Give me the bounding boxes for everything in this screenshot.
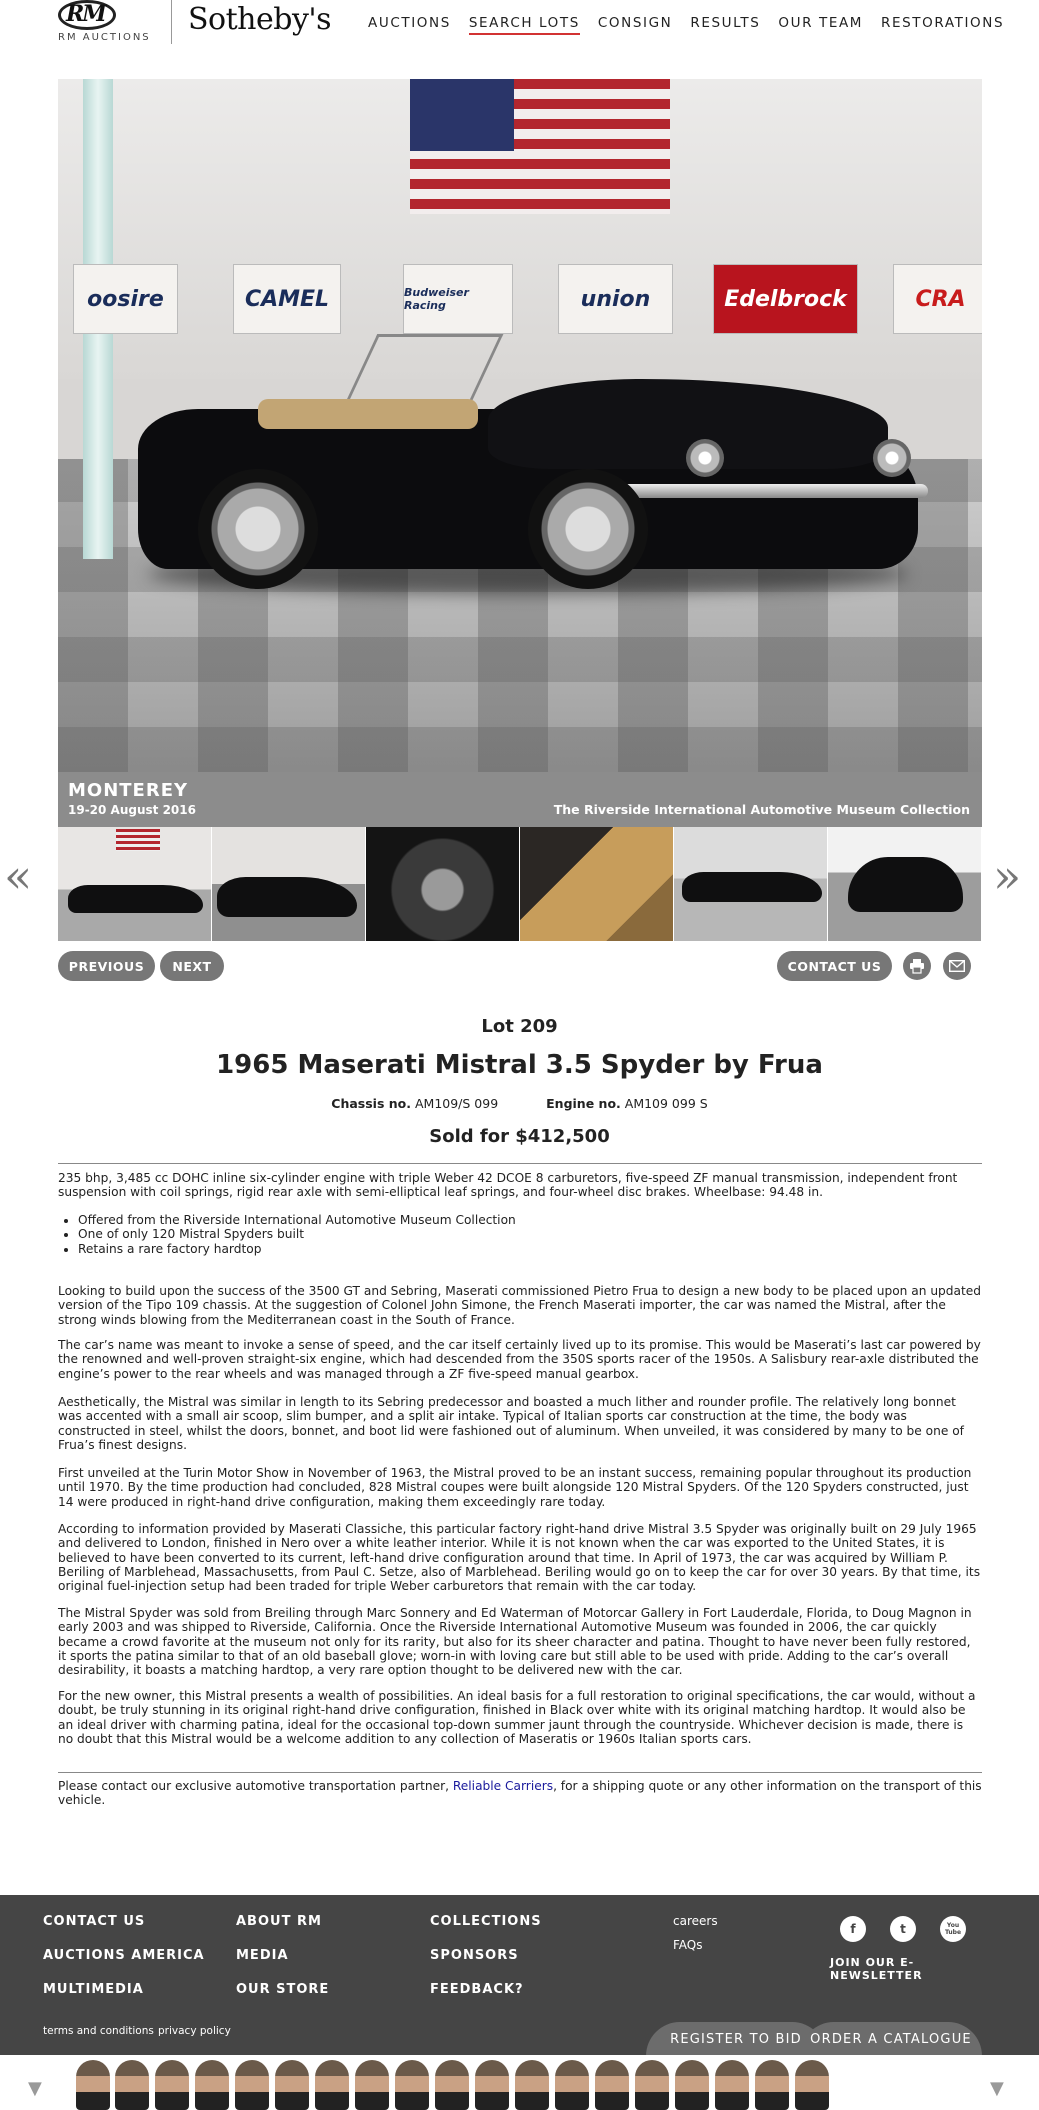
car-interior (258, 399, 478, 429)
thumbnail-3[interactable] (366, 827, 520, 941)
team-member (195, 2060, 229, 2110)
lot-highlights (58, 1213, 982, 1256)
thumbnail-strip (58, 827, 982, 941)
banner-5: Edelbrock (713, 264, 858, 334)
banner-4: union (558, 264, 673, 334)
car-bumper (618, 484, 928, 498)
team-member (555, 2060, 589, 2110)
team-member (715, 2060, 749, 2110)
description-paragraph (58, 1284, 982, 1327)
headlamp-left (686, 439, 724, 477)
footer-media[interactable]: MEDIA (236, 1948, 289, 1963)
gallery-next-arrow[interactable]: » (993, 849, 1022, 903)
gallery-prev-arrow[interactable]: « (4, 849, 33, 903)
team-member (76, 2060, 110, 2110)
register-to-bid-button[interactable]: REGISTER TO BID (646, 2022, 826, 2056)
team-member (315, 2060, 349, 2110)
lot-number: Lot 209 (481, 1016, 558, 1037)
rear-wheel (198, 469, 318, 589)
hero-caption (58, 772, 982, 827)
thumbnail-5[interactable] (674, 827, 828, 941)
team-member (675, 2060, 709, 2110)
paragraph-2: The car’s name was meant to invoke a sense of speed, and the car itself certainly lived up to its promise. This would be Maserati’s last car powered by the renowned and well-proven straight-six engine, which had descended from the 350S sports racer of the 1950s. A Salisbury rear-axle distributed the engine’s power to the rear wheels and was managed through a ZF five-speed manual gearbox. (58, 1338, 981, 1381)
chassis-label: Chassis no. (331, 1096, 411, 1111)
nav-search-lots[interactable]: SEARCH LOTS (469, 15, 580, 35)
collection-name: The Riverside International Automotive Museum Collection (553, 802, 970, 817)
front-wheel (528, 469, 648, 589)
lot-title: 1965 Maserati Mistral 3.5 Spyder by Frua (216, 1050, 823, 1080)
description-paragraph (58, 1522, 982, 1593)
previous-lot-button[interactable]: PREVIOUS (58, 951, 155, 981)
footer-our-store[interactable]: OUR STORE (236, 1982, 330, 1997)
description-paragraph (58, 1606, 982, 1677)
footer-multimedia[interactable]: MULTIMEDIA (43, 1982, 144, 1997)
engine-label: Engine no. (546, 1096, 621, 1111)
banner-6: CRA (893, 264, 982, 334)
team-member (275, 2060, 309, 2110)
footer-sponsors[interactable]: SPONSORS (430, 1948, 519, 1963)
team-member (755, 2060, 789, 2110)
highlight-item: • One of only 120 Mistral Spyders built (78, 1227, 982, 1241)
footer-auctions-america[interactable]: AUCTIONS AMERICA (43, 1948, 205, 1963)
specs-text: 235 bhp, 3,485 cc DOHC inline six-cylinder engine with triple Weber 42 DCOE 8 carburetors, five-speed ZF manual transmission, independent front suspension with coil springs, rigid rear axle with semi-elliptical leaf springs, and four-wheel disc brakes. Wheelbase: 94.48 in. (58, 1171, 958, 1200)
rm-logo-subtitle: RM AUCTIONS (58, 32, 151, 43)
lot-identifiers (0, 1096, 1039, 1111)
sale-city: MONTEREY (68, 780, 189, 801)
team-member (475, 2060, 509, 2110)
divider-top (58, 1163, 982, 1164)
highlight-item: • Retains a rare factory hardtop (78, 1242, 982, 1256)
main-nav (368, 15, 1004, 35)
sale-dates: 19-20 August 2016 (68, 803, 196, 817)
footer-contact-us[interactable]: CONTACT US (43, 1914, 146, 1929)
team-member (435, 2060, 469, 2110)
description-paragraph (58, 1466, 982, 1509)
site-header (0, 0, 1039, 48)
sold-price: Sold for $412,500 (429, 1126, 610, 1147)
thumbnail-4[interactable] (520, 827, 674, 941)
sothebys-logo[interactable]: Sotheby's (188, 2, 332, 37)
logo-divider (171, 0, 172, 44)
team-member (395, 2060, 429, 2110)
nav-results[interactable]: RESULTS (690, 15, 761, 31)
team-member (355, 2060, 389, 2110)
next-lot-button[interactable]: NEXT (160, 951, 224, 981)
nav-our-team[interactable]: OUR TEAM (778, 15, 864, 31)
youtube-icon[interactable]: You Tube (940, 1916, 966, 1942)
description-paragraph (58, 1689, 982, 1746)
nav-consign[interactable]: CONSIGN (597, 15, 673, 31)
divider-bottom (58, 1772, 982, 1773)
facebook-icon[interactable]: f (840, 1916, 866, 1942)
footer-collections[interactable]: COLLECTIONS (430, 1914, 542, 1929)
lot-specs (58, 1171, 982, 1200)
footer-about-rm[interactable]: ABOUT RM (236, 1914, 322, 1929)
privacy-link[interactable]: privacy policy (158, 2025, 231, 2037)
contact-us-button[interactable]: CONTACT US (777, 951, 892, 981)
footer-faqs[interactable]: FAQs (673, 1938, 703, 1952)
rm-logo-text: RM (66, 1, 105, 27)
envelope-icon[interactable] (943, 952, 971, 980)
thumbnail-2[interactable] (212, 827, 366, 941)
chevron-down-icon[interactable]: ▼ (990, 2078, 1004, 2099)
banner-3: Budweiser Racing (403, 264, 513, 334)
reliable-carriers-link[interactable]: Reliable Carriers (452, 1779, 554, 1793)
highlight-item: • Offered from the Riverside International Automotive Museum Collection (78, 1213, 982, 1227)
hero-image[interactable] (58, 79, 982, 772)
banner-2: CAMEL (233, 264, 341, 334)
team-member (515, 2060, 549, 2110)
team-member (635, 2060, 669, 2110)
nav-restorations[interactable]: RESTORATIONS (881, 15, 1005, 31)
thumbnail-1[interactable] (58, 827, 212, 941)
headlamp-right (873, 439, 911, 477)
engine-number: AM109 099 S (624, 1096, 708, 1111)
banner-1: oosire (73, 264, 178, 334)
paragraph-6: The Mistral Spyder was sold from Breiling through Marc Sonnery and Ed Waterman of Motorcar Gallery in Fort Lauderdale, Florida, to Doug Magnon in early 2003 and was shipped to Riverside, California. Once the Riverside International Automotive Museum was founded in 2006, the car quickly became a crowd favorite at the museum not only for its rarity, but also for its sheer character and patina. Thought to have never been fully restored, it sports the patina similar to that of an old baseball glove; worn-in with loving care but still able to be used with pride. Adding to the car’s overall desirability, it boasts a matching hardtop, a very rare option thought to be delivered new with the car. (58, 1606, 972, 1678)
shipping-note (58, 1779, 982, 1808)
order-catalogue-button[interactable]: ORDER A CATALOGUE (800, 2022, 982, 2056)
printer-icon[interactable] (903, 952, 931, 980)
team-member (795, 2060, 829, 2110)
newsletter-link[interactable]: JOIN OUR E-NEWSLETTER (830, 1956, 923, 1982)
terms-link[interactable]: terms and conditions (43, 2025, 154, 2037)
footer-feedback[interactable]: FEEDBACK? (430, 1982, 524, 1997)
chevron-down-icon[interactable]: ▼ (28, 2078, 42, 2099)
thumbnail-6[interactable] (828, 827, 982, 941)
us-flag (410, 79, 670, 214)
team-member (155, 2060, 189, 2110)
shipping-text-before: Please contact our exclusive automotive transportation partner, (58, 1779, 453, 1793)
paragraph-3: Aesthetically, the Mistral was similar in length to its Sebring predecessor and boasted a much lither and rounder profile. The relatively long bonnet was accented with a small air scoop, slim bumper, and a split air intake. Typical of Italian sports car construction at the time, the body was constructed in steel, whilst the doors, bonnet, and boot lid were fashioned out of aluminum. When unveiled, it was considered by many to be one of Frua’s finest designs. (58, 1395, 964, 1452)
paragraph-1: Looking to build upon the success of the 3500 GT and Sebring, Maserati commissioned Pietro Frua to design a new body to be placed upon an updated version of the Tipo 109 chassis. At the suggestion of Colonel John Simone, the French Maserati importer, the car was named the Mistral, after the strong winds blowing from the Mediterranean coast in the South of France. (58, 1284, 981, 1327)
description-paragraph (58, 1338, 982, 1381)
twitter-icon[interactable]: t (890, 1916, 916, 1942)
paragraph-4: First unveiled at the Turin Motor Show in November of 1963, the Mistral proved to be an instant success, remaining popular throughout its production until 1970. By the time production had concluded, 828 Mistral coupes were built alongside 120 Mistral Spyders. Of the 120 Spyders constructed, just 14 were produced in right-hand drive configuration, making them exceedingly rare today. (58, 1466, 972, 1509)
paragraph-5: According to information provided by Maserati Classiche, this particular factory right-hand drive Mistral 3.5 Spyder was originally built on 29 July 1965 and delivered to London, finished in Nero over a white leather interior. While it is not known when the car was exported to the United States, it is believed to have been converted to its current, left-hand drive configuration around that time. In April of 1973, the car was acquired by William P. Beriling of Marblehead, Massachusetts, from Paul C. Setze, also of Marblehead. Beriling would go on to keep the car for over 30 years. By that time, its original fuel-injection setup had been traded for triple Weber carburetors that remain with the car today. (58, 1522, 981, 1594)
footer-careers[interactable]: careers (673, 1914, 718, 1928)
chassis-number: AM109/S 099 (414, 1096, 499, 1111)
nav-auctions[interactable]: AUCTIONS (368, 15, 451, 31)
team-member (595, 2060, 629, 2110)
description-paragraph (58, 1395, 982, 1452)
rm-auctions-logo[interactable] (58, 0, 170, 44)
team-member (235, 2060, 269, 2110)
paragraph-7: For the new owner, this Mistral presents a wealth of possibilities. An ideal basis for a full restoration to original specifications, the car would, without a doubt, be truly stunning in its original right-hand drive configuration, finished in Black over white with its original matching hardtop. It would also be an ideal driver with charming patina, ideal for the occasional top-down summer jaunt through the countryside. Whichever decision is made, there is no doubt that this Mistral would be a welcome addition to any collection of Maseratis or 1960s Italian sports cars. (58, 1689, 976, 1746)
team-member (115, 2060, 149, 2110)
shipping-text-after: , for a shipping quote or any other information on the transport of this vehicle. (58, 1779, 982, 1808)
